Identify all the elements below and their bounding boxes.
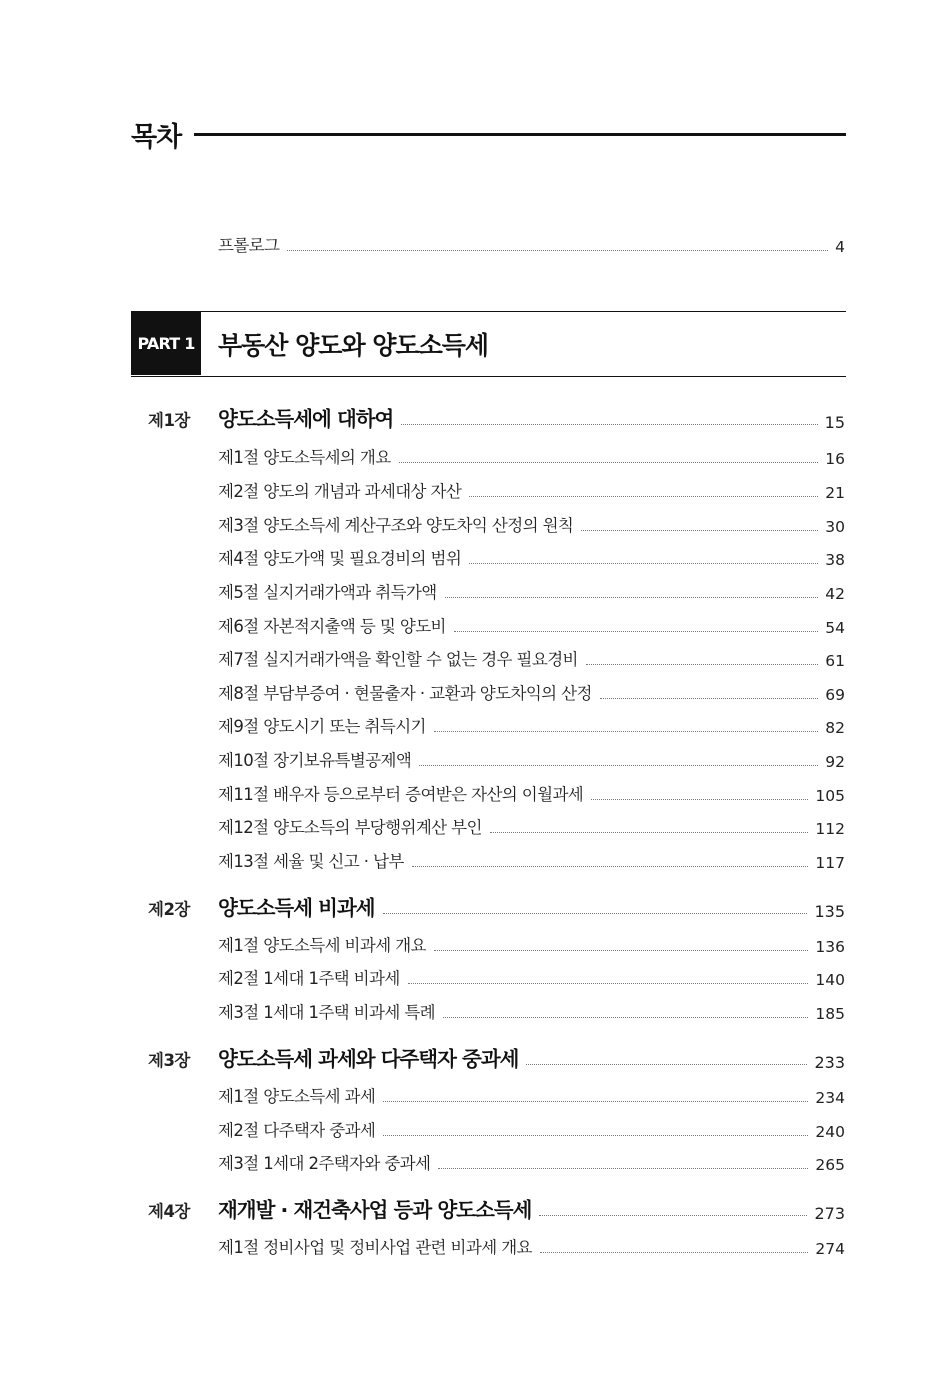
chapter-label: 제1장 bbox=[148, 411, 190, 430]
toc-entry-section[interactable] bbox=[218, 512, 845, 536]
toc-entry-section[interactable] bbox=[218, 932, 845, 956]
toc-header bbox=[131, 113, 846, 155]
entry-page: 240 bbox=[815, 1123, 845, 1141]
entry-page: 16 bbox=[825, 450, 845, 468]
section-title: 제3절 1세대 2주택자와 중과세 bbox=[218, 1154, 431, 1173]
entry-page: 69 bbox=[825, 686, 845, 704]
entry-page: 185 bbox=[815, 1005, 845, 1023]
section-title: 제1절 양도소득세의 개요 bbox=[218, 448, 391, 467]
toc-entry-chapter[interactable] bbox=[218, 1193, 845, 1223]
entry-page: 42 bbox=[825, 585, 845, 603]
entry-page: 21 bbox=[825, 484, 845, 502]
entry-page: 61 bbox=[825, 652, 845, 670]
dot-leader bbox=[600, 698, 818, 699]
dot-leader bbox=[287, 250, 828, 251]
entry-page: 82 bbox=[825, 719, 845, 737]
chapter-title: 양도소득세에 대하여 bbox=[218, 407, 394, 431]
entry-page: 112 bbox=[815, 820, 845, 838]
section-title: 제2절 다주택자 중과세 bbox=[218, 1121, 376, 1140]
section-title: 제3절 양도소득세 계산구조와 양도차익 산정의 원칙 bbox=[218, 516, 574, 535]
section-title: 제12절 양도소득의 부당행위계산 부인 bbox=[218, 818, 482, 837]
section-title: 제9절 양도시기 또는 취득시기 bbox=[218, 717, 426, 736]
entry-page: 234 bbox=[815, 1089, 845, 1107]
toc-entry-section[interactable] bbox=[218, 713, 845, 737]
dot-leader bbox=[401, 424, 817, 425]
section-title: 제1절 정비사업 및 정비사업 관련 비과세 개요 bbox=[218, 1238, 532, 1257]
dot-leader bbox=[581, 530, 818, 531]
toc-entry-chapter[interactable] bbox=[218, 891, 845, 921]
entry-title: 프롤로그 bbox=[218, 236, 280, 255]
dot-leader bbox=[434, 950, 809, 951]
dot-leader bbox=[412, 866, 809, 867]
dot-leader bbox=[526, 1064, 807, 1065]
dot-leader bbox=[443, 1017, 808, 1018]
section-title: 제3절 1세대 1주택 비과세 특례 bbox=[218, 1003, 436, 1022]
dot-leader bbox=[469, 563, 818, 564]
dot-leader bbox=[490, 832, 809, 833]
dot-leader bbox=[408, 983, 809, 984]
chapter-label: 제2장 bbox=[148, 900, 190, 919]
toc-entry-section[interactable] bbox=[218, 545, 845, 569]
dot-leader bbox=[438, 1168, 808, 1169]
entry-page: 273 bbox=[814, 1204, 845, 1223]
dot-leader bbox=[399, 462, 819, 463]
toc-entry-section[interactable] bbox=[218, 999, 845, 1023]
toc-entry-section[interactable] bbox=[218, 1117, 845, 1141]
toc-entry-prologue[interactable] bbox=[218, 232, 845, 256]
entry-page: 54 bbox=[825, 619, 845, 637]
section-title: 제2절 양도의 개념과 과세대상 자산 bbox=[218, 482, 462, 501]
entry-page: 265 bbox=[815, 1156, 845, 1174]
entry-page: 4 bbox=[835, 238, 845, 256]
entry-page: 274 bbox=[815, 1240, 845, 1258]
toc-entry-chapter[interactable] bbox=[218, 402, 845, 432]
dot-leader bbox=[586, 664, 818, 665]
dot-leader bbox=[419, 765, 818, 766]
toc-entry-section[interactable] bbox=[218, 747, 845, 771]
toc-entry-section[interactable] bbox=[218, 848, 845, 872]
section-title: 제2절 1세대 1주택 비과세 bbox=[218, 969, 400, 988]
dot-leader bbox=[540, 1252, 809, 1253]
section-title: 제1절 양도소득세 과세 bbox=[218, 1087, 376, 1106]
entry-page: 140 bbox=[815, 971, 845, 989]
chapter-label: 제4장 bbox=[148, 1202, 190, 1221]
section-title: 제4절 양도가액 및 필요경비의 범위 bbox=[218, 549, 462, 568]
section-title: 제10절 장기보유특별공제액 bbox=[218, 751, 412, 770]
part-label: PART 1 bbox=[131, 312, 201, 375]
dot-leader bbox=[591, 799, 808, 800]
section-title: 제1절 양도소득세 비과세 개요 bbox=[218, 936, 426, 955]
toc-entry-section[interactable] bbox=[218, 1083, 845, 1107]
entry-page: 15 bbox=[824, 413, 845, 432]
dot-leader bbox=[469, 496, 818, 497]
part-title: 부동산 양도와 양도소득세 bbox=[218, 331, 489, 360]
dot-leader bbox=[445, 597, 819, 598]
toc-entry-section[interactable] bbox=[218, 444, 845, 468]
chapter-title: 양도소득세 과세와 다주택자 중과세 bbox=[218, 1047, 519, 1071]
section-title: 제8절 부담부증여 · 현물출자 · 교환과 양도차익의 산정 bbox=[218, 684, 592, 703]
chapter-title: 재개발 · 재건축사업 등과 양도소득세 bbox=[218, 1198, 532, 1222]
part-banner bbox=[131, 311, 846, 377]
toc-entry-section[interactable] bbox=[218, 965, 845, 989]
toc-entry-section[interactable] bbox=[218, 814, 845, 838]
entry-page: 135 bbox=[814, 902, 845, 921]
dot-leader bbox=[383, 1135, 808, 1136]
entry-page: 233 bbox=[814, 1053, 845, 1072]
section-title: 제7절 실지거래가액을 확인할 수 없는 경우 필요경비 bbox=[218, 650, 578, 669]
toc-entry-section[interactable] bbox=[218, 1150, 845, 1174]
toc-entry-section[interactable] bbox=[218, 646, 845, 670]
entry-page: 92 bbox=[825, 753, 845, 771]
section-title: 제5절 실지거래가액과 취득가액 bbox=[218, 583, 437, 602]
toc-entry-chapter[interactable] bbox=[218, 1042, 845, 1072]
dot-leader bbox=[434, 731, 818, 732]
chapter-title: 양도소득세 비과세 bbox=[218, 896, 375, 920]
dot-leader bbox=[539, 1215, 807, 1216]
entry-page: 30 bbox=[825, 518, 845, 536]
chapter-label: 제3장 bbox=[148, 1051, 190, 1070]
header-rule bbox=[194, 133, 846, 136]
toc-entry-section[interactable] bbox=[218, 1234, 845, 1258]
entry-page: 117 bbox=[815, 854, 845, 872]
section-title: 제13절 세율 및 신고 · 납부 bbox=[218, 852, 404, 871]
entry-page: 38 bbox=[825, 551, 845, 569]
dot-leader bbox=[383, 913, 808, 914]
entry-page: 136 bbox=[815, 938, 845, 956]
toc-entry-section[interactable] bbox=[218, 478, 845, 502]
toc-entry-section[interactable] bbox=[218, 613, 845, 637]
dot-leader bbox=[454, 631, 818, 632]
dot-leader bbox=[383, 1101, 808, 1102]
entry-page: 105 bbox=[815, 787, 845, 805]
toc-entry-section[interactable] bbox=[218, 680, 845, 704]
toc-entry-section[interactable] bbox=[218, 579, 845, 603]
section-title: 제11절 배우자 등으로부터 증여받은 자산의 이월과세 bbox=[218, 785, 584, 804]
toc-title: 목차 bbox=[131, 122, 182, 153]
toc-entry-section[interactable] bbox=[218, 781, 845, 805]
section-title: 제6절 자본적지출액 등 및 양도비 bbox=[218, 617, 446, 636]
